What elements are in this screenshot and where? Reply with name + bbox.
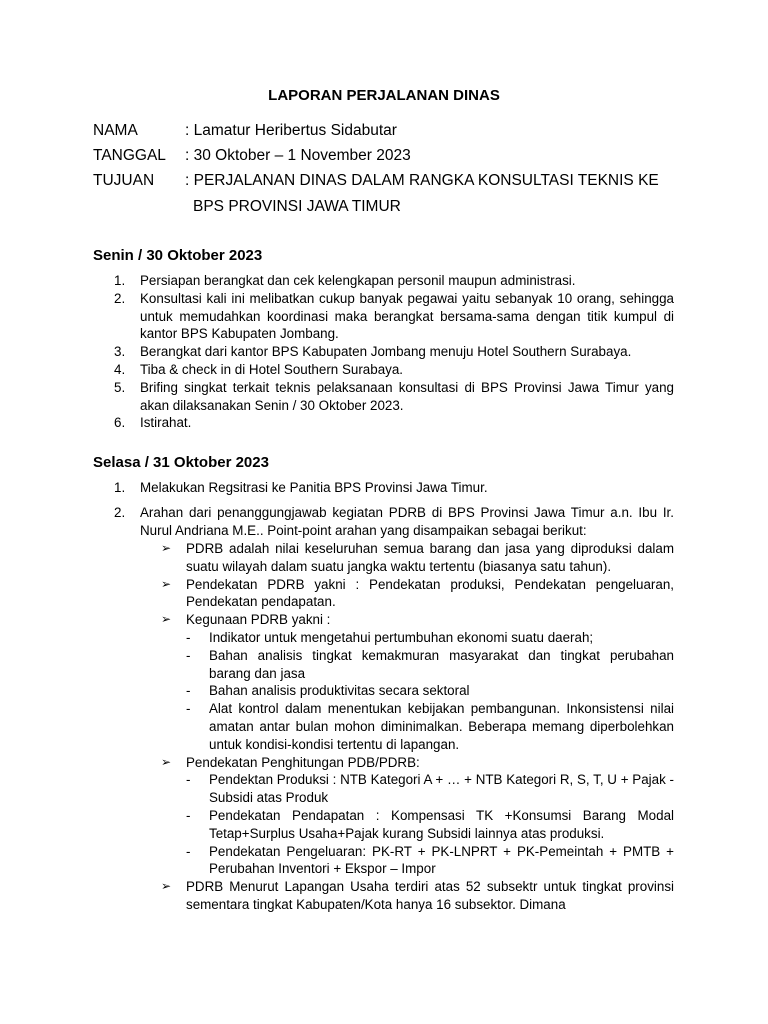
list-text: Persiapan berangkat dan cek kelengkapan personil maupun administrasi. (140, 273, 576, 288)
dash-bullet: - (186, 843, 191, 859)
arrow-bullet-icon: ➢ (161, 576, 172, 591)
point-item (161, 540, 674, 576)
list-item (114, 379, 674, 415)
list-item (114, 504, 674, 540)
list-number: 4. (114, 361, 126, 377)
point-item (161, 576, 674, 612)
sub-point-text: Bahan analisis produktivitas secara sektoral (209, 683, 470, 699)
list-item (114, 290, 674, 343)
tanggal-value: : 30 Oktober – 1 November 2023 (185, 147, 411, 164)
day1-list (114, 272, 674, 432)
list-number: 1. (114, 273, 126, 288)
dash-bullet: - (186, 647, 191, 663)
list-number: 3. (114, 344, 126, 360)
list-number: 6. (114, 415, 126, 431)
sub-point-item (161, 700, 674, 753)
sub-point-text: Pendekatan Pendapatan : Kompensasi TK +Konsumsi Barang Modal Tetap+Surplus Usaha+Pajak kurang Subsidi lainnya atas produksi. (209, 807, 674, 841)
sub-point-item (161, 771, 674, 807)
day1-heading: Senin / 30 Oktober 2023 (93, 247, 263, 264)
dash-bullet: - (186, 772, 191, 788)
sub-point-item (161, 629, 674, 647)
list-text: Arahan dari penanggungjawab kegiatan PDRB di BPS Provinsi Jawa Timur a.n. Ibu Ir. Nurul Andriana M.E.. Point-point arahan yang disampaikan sebagai berikut: (140, 505, 674, 538)
list-number: 5. (114, 379, 126, 395)
list-number: 1. (114, 480, 126, 495)
dash-bullet: - (186, 807, 191, 823)
point-item (161, 611, 674, 629)
list-item (114, 272, 674, 290)
list-number: 2. (114, 505, 126, 520)
list-text: Berangkat dari kantor BPS Kabupaten Jombang menuju Hotel Southern Surabaya. (140, 344, 632, 360)
sub-point-text: Alat kontrol dalam menentukan kebijakan pembangunan. Inkonsistensi nilai amatan antar bulan mohon diminimalkan. Beberapa memang diperbolehkan untuk kondisi-kondisi tertentu di lapangan. (209, 701, 674, 752)
list-text: Konsultasi kali ini melibatkan cukup banyak pegawai yaitu sebanyak 10 orang, sehingga untuk memudahkan koordinasi maka berangkat bersama-sama dengan titik kumpul di kantor BPS Kabupaten Jombang. (140, 290, 674, 342)
day2-heading: Selasa / 31 Oktober 2023 (93, 454, 269, 471)
sub-point-text: Bahan analisis tingkat kemakmuran masyarakat dan tingkat perubahan barang dan jasa (209, 647, 674, 681)
list-item (114, 414, 674, 432)
point-text: Kegunaan PDRB yakni : (186, 612, 331, 628)
point-text: PDRB adalah nilai keseluruhan semua barang dan jasa yang diproduksi dalam suatu wilayah dalam suatu jangka waktu tertentu (biasanya satu tahun). (186, 541, 674, 574)
list-text: Melakukan Regsitrasi ke Panitia BPS Provinsi Jawa Timur. (140, 480, 488, 495)
dash-bullet: - (186, 683, 191, 699)
dash-bullet: - (186, 701, 191, 717)
arrow-bullet-icon: ➢ (161, 541, 172, 555)
list-item (114, 479, 674, 497)
list-text: Brifing singkat terkait teknis pelaksanaan konsultasi di BPS Provinsi Jawa Timur yang akan dilaksanakan Senin / 30 Oktober 2023. (140, 379, 674, 413)
point-item (161, 878, 674, 914)
tujuan-label: TUJUAN (93, 172, 155, 189)
arrow-bullet-icon: ➢ (161, 754, 172, 769)
dash-bullet: - (186, 629, 191, 645)
tujuan-value-continued: BPS PROVINSI JAWA TIMUR (193, 198, 401, 215)
list-item (114, 361, 674, 379)
arrow-bullet-icon: ➢ (161, 612, 172, 627)
day2-list-item-2 (114, 504, 674, 540)
point-text: PDRB Menurut Lapangan Usaha terdiri atas 52 subsektr untuk tingkat provinsi sementara tingkat Kabupaten/Kota hanya 16 subsektor. Dimana (186, 879, 674, 912)
point-text: Pendekatan Penghitungan PDB/PDRB: (186, 754, 420, 770)
day2-list-item-1 (114, 479, 674, 497)
sub-point-item (161, 807, 674, 843)
sub-point-text: Indikator untuk mengetahui pertumbuhan ekonomi suatu daerah; (209, 629, 594, 645)
list-item (114, 343, 674, 361)
list-number: 2. (114, 290, 126, 306)
sub-point-item (161, 682, 674, 700)
sub-point-item (161, 843, 674, 879)
document-title: LAPORAN PERJALANAN DINAS (268, 87, 500, 104)
list-text: Istirahat. (140, 415, 192, 431)
sub-point-text: Pendektan Produksi : NTB Kategori A + … + NTB Kategori R, S, T, U + Pajak - Subsidi atas Produk (209, 772, 674, 806)
arrow-bullet-icon: ➢ (161, 879, 172, 894)
sub-point-item (161, 647, 674, 683)
tujuan-value: : PERJALANAN DINAS DALAM RANGKA KONSULTASI TEKNIS KE (185, 172, 659, 189)
sub-point-text: Pendekatan Pengeluaran: PK-RT + PK-LNPRT + PK-Pemeintah + PMTB + Perubahan Inventori + Ekspor – Impor (209, 843, 674, 877)
point-text: Pendekatan PDRB yakni : Pendekatan produksi, Pendekatan pengeluaran, Pendekatan pendapatan. (186, 576, 674, 610)
list-text: Tiba & check in di Hotel Southern Surabaya. (140, 361, 404, 377)
arahan-points (161, 540, 674, 914)
nama-label: NAMA (93, 122, 138, 139)
point-item (161, 754, 674, 772)
nama-value: : Lamatur Heribertus Sidabutar (185, 122, 397, 139)
tanggal-label: TANGGAL (93, 147, 166, 164)
